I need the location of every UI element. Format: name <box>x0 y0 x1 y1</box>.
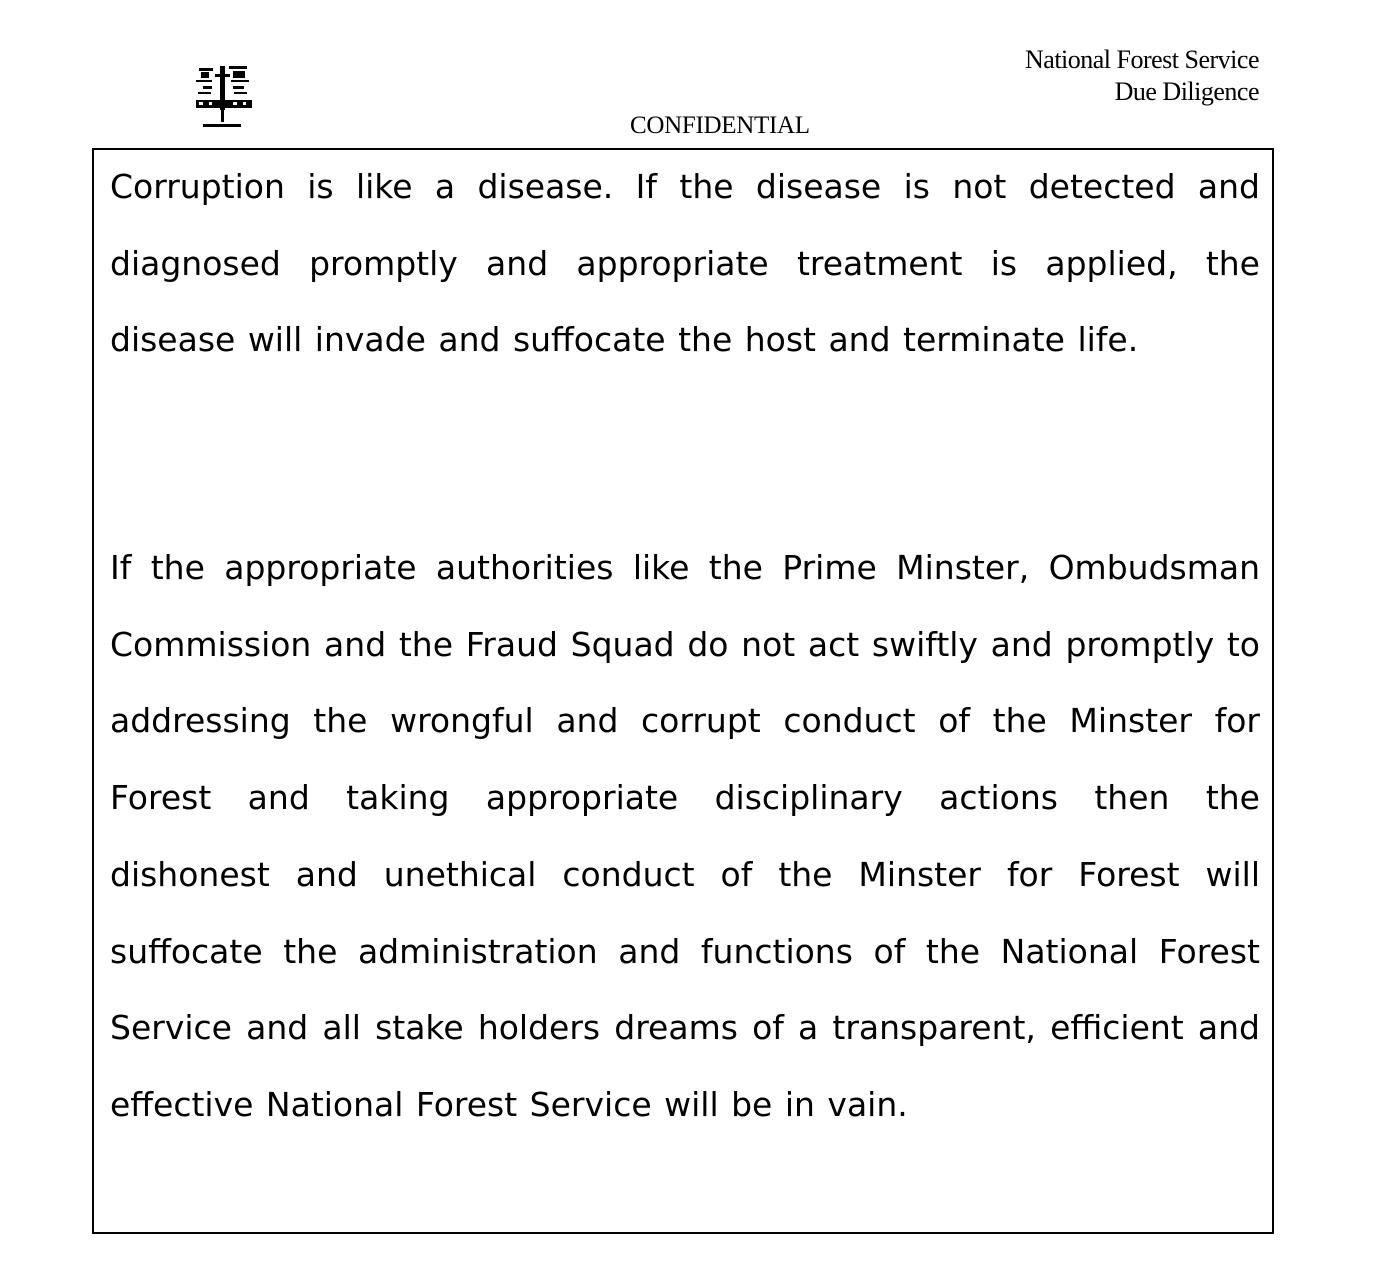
paragraph: Corruption is like a disease. If the disease is not detected and diagnosed promptly and appropriate treatment is applied, the disease will invade and suffocate the host and terminate life. <box>110 167 1260 360</box>
organization-name: National Forest Service <box>1025 45 1259 74</box>
coat-of-arms-icon <box>193 62 255 130</box>
paragraph: If the appropriate authorities like the Prime Minster, Ombudsman Commission and the Fraud Squad do not act swiftly and promptly to addressing the wrongful and corrupt conduct of the Minster for Forest and taking appropriate disciplinary actions then the dishonest and unethical conduct of the Minster for Forest will suffocate the administration and functions of the National Forest Service and all stake holders dreams of a transparent, efficient and effective National Forest Service will be in vain. <box>110 548 1260 1124</box>
document-subtitle: Due Diligence <box>1114 77 1259 106</box>
document-header <box>1025 44 1259 108</box>
content-box <box>92 148 1274 1234</box>
classification-label: CONFIDENTIAL <box>630 112 810 139</box>
